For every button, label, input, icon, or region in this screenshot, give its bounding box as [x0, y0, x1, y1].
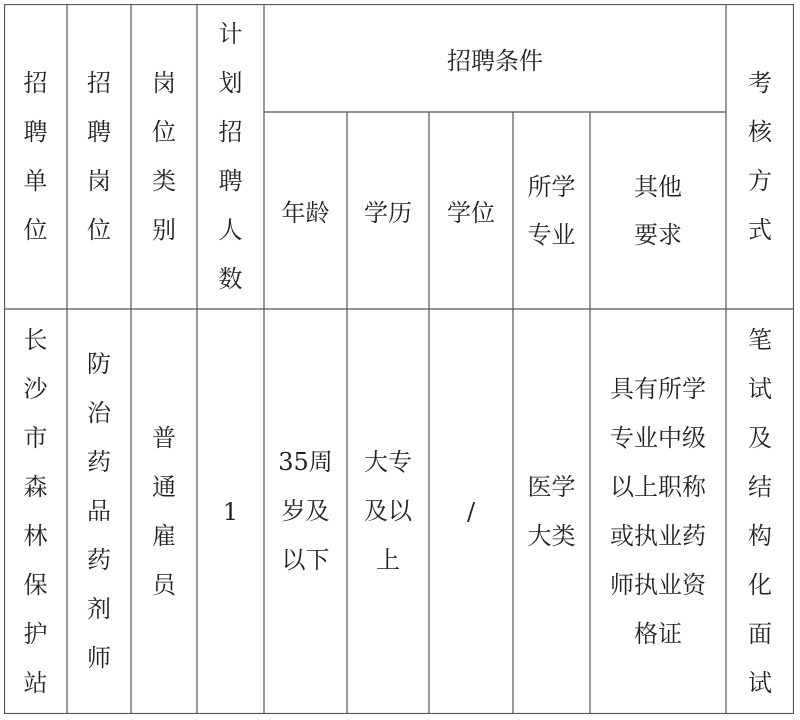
header-assessment: 考 核 方 式 — [748, 68, 772, 244]
cell-other-requirements: 具有所学 专业中级 以上职称 或执业药 师执业资 格证 — [610, 374, 706, 648]
cell-category: 普 通 雇 员 — [152, 423, 176, 599]
cell-planned-count: 1 — [222, 497, 239, 526]
cell-post: 防 治 药 品 药 剂 师 — [87, 350, 111, 672]
header-unit: 招 聘 单 位 — [23, 68, 48, 244]
cell-assessment: 笔 试 及 结 构 化 面 试 — [748, 325, 772, 697]
header-conditions: 招聘条件 — [447, 46, 543, 75]
header-age: 年龄 — [281, 199, 330, 227]
header-planned-count: 计 划 招 聘 人 数 — [218, 19, 243, 293]
cell-major: 医学 大类 — [527, 472, 576, 550]
header-category: 岗 位 类 别 — [152, 68, 176, 244]
header-degree: 学位 — [447, 199, 495, 227]
cell-unit: 长 沙 市 森 林 保 护 站 — [23, 325, 48, 697]
recruitment-table — [4, 4, 794, 714]
header-other-requirements: 其他 要求 — [634, 172, 682, 249]
header-post: 招 聘 岗 位 — [87, 68, 111, 244]
cell-degree: / — [466, 497, 476, 526]
cell-age: 35周 岁及 以下 — [278, 448, 333, 574]
header-major: 所学 专业 — [527, 172, 576, 249]
header-education: 学历 — [364, 199, 412, 227]
cell-education: 大专 及以 上 — [364, 448, 412, 574]
